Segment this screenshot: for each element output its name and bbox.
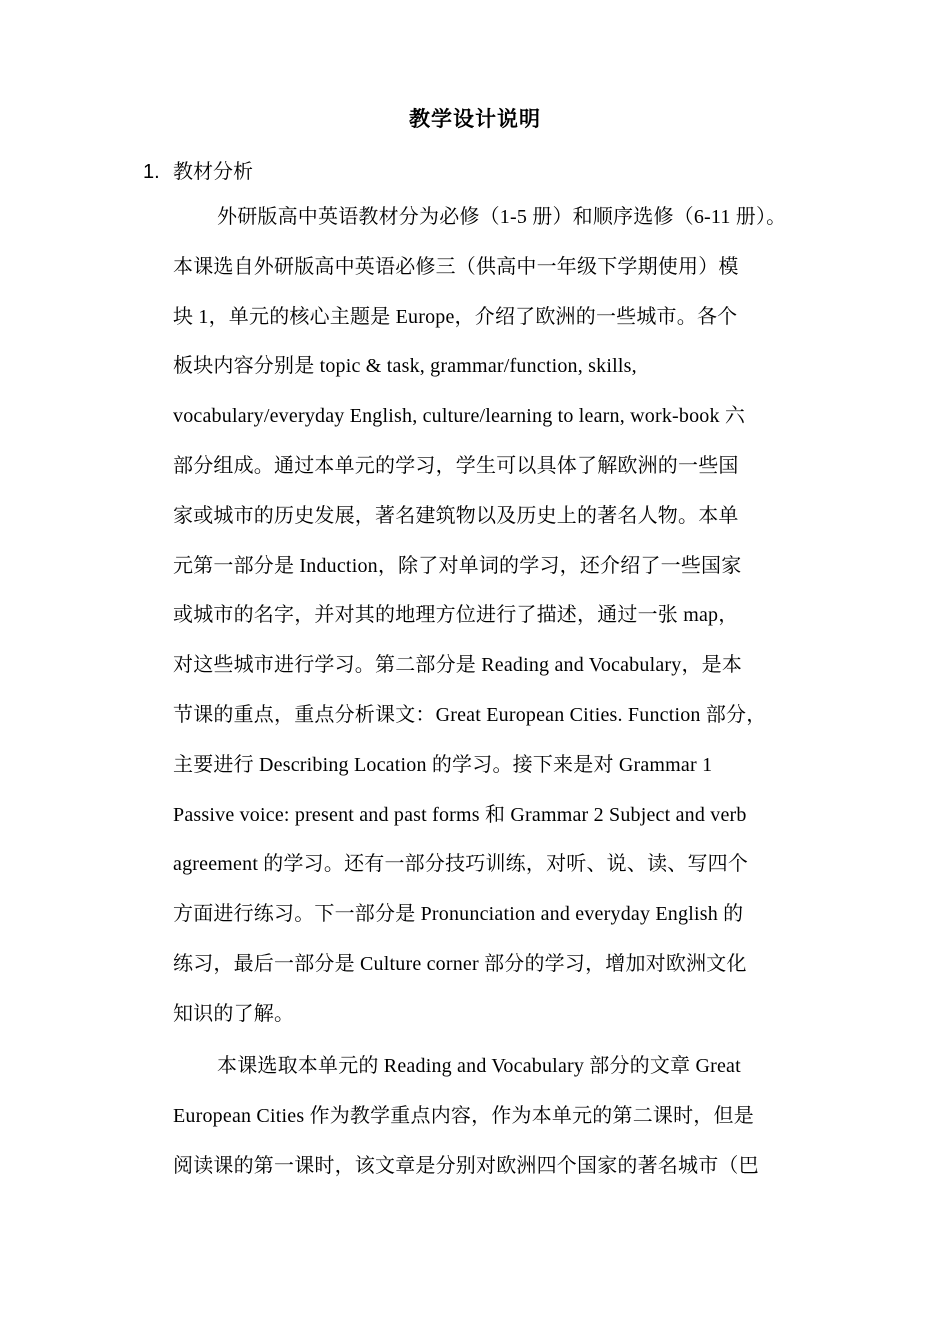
paragraph-line: 方面进行练习。下一部分是 Pronunciation and everyday English 的 xyxy=(173,903,744,926)
section-heading-text: 教材分析 xyxy=(173,159,253,183)
paragraph-1 xyxy=(173,193,813,1040)
paragraph-line: 板块内容分别是 topic & task, grammar/function, skills, xyxy=(173,355,637,378)
paragraph-line: 对这些城市进行学习。第二部分是 Reading and Vocabulary，是本 xyxy=(173,654,743,677)
paragraph-2 xyxy=(173,1042,813,1191)
paragraph-line: 家或城市的历史发展，著名建筑物以及历史上的著名人物。本单 xyxy=(173,504,739,527)
paragraph-line: Passive voice: present and past forms 和 Grammar 2 Subject and verb xyxy=(173,803,747,826)
paragraph-line: 部分组成。通过本单元的学习，学生可以具体了解欧洲的一些国 xyxy=(173,454,739,477)
paragraph-line: 主要进行 Describing Location 的学习。接下来是对 Grammar 1 xyxy=(173,753,713,776)
paragraph-line: 外研版高中英语教材分为必修（1-5 册）和顺序选修（6-11 册）。 xyxy=(217,206,787,228)
paragraph-line: 练习，最后一部分是 Culture corner 部分的学习，增加对欧洲文化 xyxy=(173,952,747,975)
paragraph-line: European Cities 作为教学重点内容，作为本单元的第二课时，但是 xyxy=(173,1104,754,1127)
paragraph-line: 或城市的名字，并对其的地理方位进行了描述，通过一张 map， xyxy=(173,604,739,627)
paragraph-line: vocabulary/everyday English, culture/learning to learn, work-book 六 xyxy=(173,405,746,428)
paragraph-line: 阅读课的第一课时，该文章是分别对欧洲四个国家的著名城市（巴 xyxy=(173,1154,759,1177)
paragraph-line: 本课选取本单元的 Reading and Vocabulary 部分的文章 Great xyxy=(217,1055,741,1077)
section-number: 1. xyxy=(143,161,160,183)
section-heading xyxy=(143,156,253,187)
paragraph-line: 元第一部分是 Induction，除了对单词的学习，还介绍了一些国家 xyxy=(173,554,742,577)
document-title: 教学设计说明 xyxy=(409,107,541,131)
paragraph-line: 知识的了解。 xyxy=(173,1002,295,1025)
paragraph-line: 块 1，单元的核心主题是 Europe，介绍了欧洲的一些城市。各个 xyxy=(173,305,738,328)
paragraph-line: 节课的重点，重点分析课文：Great European Cities. Function 部分， xyxy=(173,703,767,726)
paragraph-line: agreement 的学习。还有一部分技巧训练，对听、说、读、写四个 xyxy=(173,853,749,876)
paragraph-line: 本课选自外研版高中英语必修三（供高中一年级下学期使用）模 xyxy=(173,255,739,278)
